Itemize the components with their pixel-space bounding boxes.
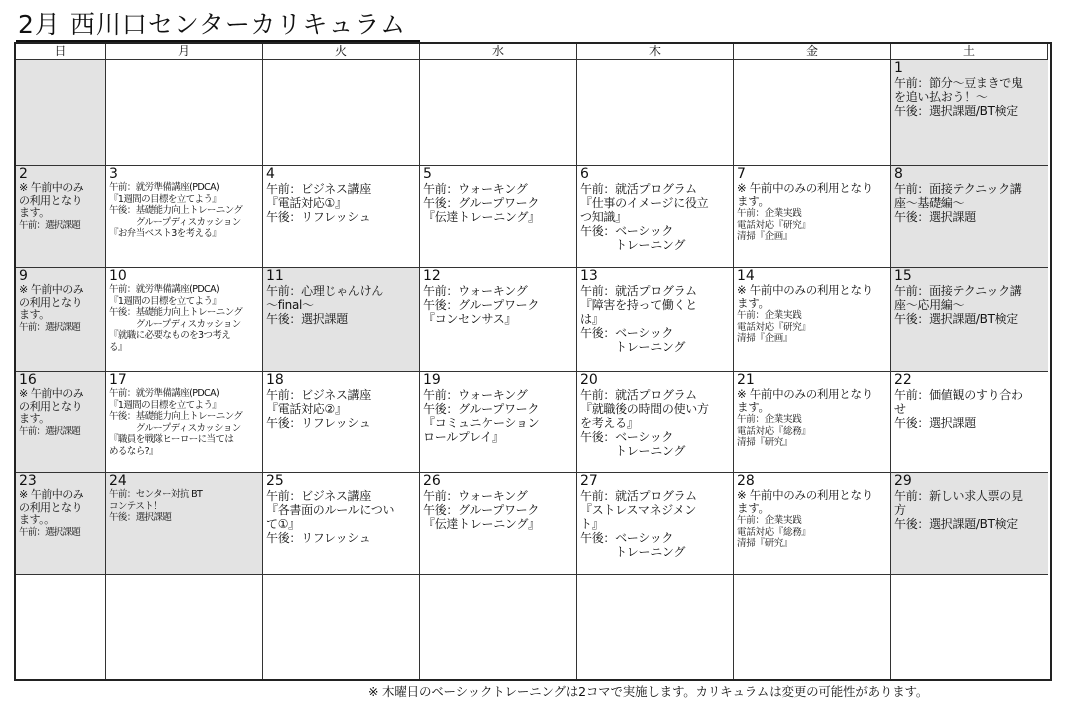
schedule-line: を考える』 (580, 416, 639, 430)
schedule-line: グループディスカッション (109, 216, 241, 228)
schedule-line: 午後：リフレッシュ (266, 531, 371, 545)
schedule-line: 清掃『企画』 (737, 333, 793, 344)
calendar-day-cell (420, 268, 577, 372)
calendar-day-cell (16, 60, 106, 166)
schedule-line: トレーニング (580, 238, 686, 252)
day-number: 24 (109, 473, 127, 489)
schedule-line: 午前：選択課題 (19, 425, 80, 437)
footnote: ※ 木曜日のベーシックトレーニングは2コマで実施します。カリキュラムは変更の可能性があります。 (368, 684, 929, 699)
schedule-line: 午前：節分～豆まきで鬼 (894, 76, 1023, 90)
schedule-line: トレーニング (580, 340, 686, 354)
day-number: 7 (737, 166, 746, 182)
calendar-day-cell (16, 575, 106, 679)
schedule-line: 午前：企業実践 (737, 515, 802, 526)
schedule-line: トレーニング (580, 545, 686, 559)
calendar-day-cell (577, 473, 734, 575)
day-number (109, 61, 259, 76)
schedule-line: 午後：選択課題 (894, 210, 976, 224)
schedule-line: 『コミュニケーション (423, 416, 540, 430)
schedule-line: 午後：グループワーク (423, 402, 540, 416)
schedule-line: ます。 (19, 308, 50, 321)
schedule-line: つ知識』 (580, 210, 627, 224)
schedule-line: 午後：グループワーク (423, 503, 540, 517)
schedule-line: 『職員を戦隊ヒーローに当ては (109, 434, 234, 445)
schedule-line: ※ 午前中のみ (19, 488, 84, 501)
schedule-line: ます。 (19, 412, 50, 425)
day-number (109, 576, 259, 591)
schedule-line: 『電話対応①』 (266, 196, 347, 210)
day-number: 6 (580, 166, 589, 182)
schedule-line: 午後：ベーシック (580, 326, 674, 340)
schedule-line: めるなら?』 (109, 445, 158, 457)
day-number: 18 (266, 372, 284, 388)
day-number: 5 (423, 166, 432, 182)
schedule-line: グループディスカッション (109, 318, 241, 330)
schedule-line: 午前：新しい求人票の見 (894, 489, 1023, 503)
schedule-line: 午前：面接テクニック講 (894, 284, 1022, 298)
calendar-day-cell (891, 166, 1048, 268)
schedule-line: 方 (894, 503, 906, 517)
day-number: 25 (266, 473, 284, 489)
day-number: 10 (109, 268, 127, 284)
day-number (19, 576, 102, 591)
schedule-line: ます。。 (19, 513, 55, 526)
day-number (19, 61, 102, 76)
page-title: 2月 西川口センターカリキュラム (18, 10, 407, 39)
schedule-line: ※ 午前中のみ (19, 283, 84, 296)
calendar-day-cell (420, 166, 577, 268)
schedule-line: 午後：選択課題 (109, 512, 172, 523)
schedule-line: 午前：就労準備講座(PDCA) (109, 388, 220, 399)
calendar-day-cell (420, 473, 577, 575)
schedule-line: 『コンセンサス』 (423, 312, 517, 326)
schedule-line: 午後：選択課題 (266, 312, 348, 326)
schedule-line: 清掃『研究』 (737, 538, 793, 549)
schedule-line: 午前：面接テクニック講 (894, 182, 1022, 196)
calendar-day-cell (263, 575, 420, 679)
schedule-line: 午前：ウォーキング (423, 284, 528, 298)
schedule-line: 午前：就活プログラム (580, 489, 697, 503)
schedule-line: 午後：リフレッシュ (266, 416, 371, 430)
schedule-line: 『伝達トレーニング』 (423, 517, 540, 531)
schedule-line: 午前：センター対抗 BT (109, 489, 203, 500)
schedule-line: トレーニング (580, 444, 686, 458)
schedule-line: 午前：ウォーキング (423, 182, 528, 196)
schedule-line: 清掃『企画』 (737, 231, 793, 242)
schedule-line: ※ 午前中のみの利用となり (737, 181, 873, 195)
schedule-line: 『ストレスマネジメン (580, 503, 697, 517)
calendar-day-cell (420, 372, 577, 473)
day-number: 11 (266, 268, 284, 284)
calendar-day-cell (106, 372, 263, 473)
calendar-day-cell (734, 473, 891, 575)
schedule-line: 『仕事のイメージに役立 (580, 196, 709, 210)
calendar-day-cell (577, 575, 734, 679)
day-number: 19 (423, 372, 441, 388)
schedule-line: ます。 (737, 400, 770, 414)
calendar-day-cell (734, 372, 891, 473)
calendar-day-cell (106, 60, 263, 166)
schedule-line: 午前：心理じゃんけん (266, 284, 384, 298)
day-number: 27 (580, 473, 598, 489)
day-number (737, 576, 887, 591)
schedule-line: 午前：企業実践 (737, 414, 802, 425)
weekday-header-wed: 水 (420, 44, 577, 60)
schedule-line: 『就職後の時間の使い方 (580, 402, 709, 416)
day-number: 8 (894, 166, 903, 182)
calendar-day-cell (106, 575, 263, 679)
calendar-day-cell (263, 268, 420, 372)
day-number: 4 (266, 166, 275, 182)
day-number (266, 576, 416, 591)
day-number: 13 (580, 268, 598, 284)
schedule-line: を追い払おう！～ (894, 90, 988, 104)
schedule-line: 午前：ビジネス講座 (266, 182, 371, 196)
schedule-line: 『お弁当ベスト3を考える』 (109, 228, 222, 239)
schedule-line: 午後：基礎能力向上トレーニング (109, 411, 243, 422)
schedule-line: 午前：就活プログラム (580, 284, 697, 298)
schedule-line: 午後：選択課題/BT検定 (894, 312, 1019, 326)
calendar-day-cell (891, 473, 1048, 575)
schedule-line: 午前：選択課題 (19, 321, 80, 333)
schedule-line: 午前：企業実践 (737, 208, 802, 219)
calendar-day-cell (734, 60, 891, 166)
calendar-day-cell (420, 60, 577, 166)
schedule-line: 午前：就労準備講座(PDCA) (109, 284, 220, 295)
calendar-day-cell (16, 473, 106, 575)
day-number: 1 (894, 60, 903, 76)
day-number: 14 (737, 268, 755, 284)
day-number: 17 (109, 372, 127, 388)
schedule-line: 電話対応『研究』 (737, 219, 811, 231)
schedule-line: 午前：企業実践 (737, 310, 802, 321)
calendar-day-cell (734, 575, 891, 679)
schedule-line: ※ 午前中のみ (19, 181, 84, 194)
day-number (580, 61, 730, 76)
schedule-line: 『1週間の目標を立てよう』 (109, 399, 222, 411)
calendar-day-cell (16, 268, 106, 372)
schedule-line: ※ 午前中のみの利用となり (737, 387, 873, 401)
calendar-day-cell (106, 473, 263, 575)
day-number: 23 (19, 473, 37, 489)
schedule-line: ※ 午前中のみの利用となり (737, 488, 873, 502)
schedule-line: 午後：選択課題 (894, 416, 976, 430)
calendar-grid (14, 42, 1052, 681)
schedule-line: 午後：選択課題/BT検定 (894, 104, 1019, 118)
schedule-line: 座～基礎編～ (894, 196, 965, 210)
schedule-line: コンテスト！ (109, 500, 163, 512)
schedule-line: ～final～ (266, 298, 314, 312)
calendar-day-cell (891, 268, 1048, 372)
calendar-day-cell (891, 60, 1048, 166)
day-number: 15 (894, 268, 912, 284)
day-number (266, 61, 416, 76)
weekday-header-sat: 土 (891, 44, 1048, 60)
schedule-line: 『障害を持って働くと (580, 298, 698, 312)
schedule-line: 『各書面のルールについ (266, 503, 395, 517)
schedule-line: の利用となり (19, 193, 82, 207)
weekday-header-sun: 日 (16, 44, 106, 60)
schedule-line: 午後：リフレッシュ (266, 210, 371, 224)
day-number (580, 576, 730, 591)
calendar-day-cell (106, 166, 263, 268)
day-number (423, 576, 573, 591)
schedule-line: 清掃『研究』 (737, 437, 793, 448)
schedule-line: 『1週間の目標を立てよう』 (109, 295, 222, 307)
day-number (894, 576, 1045, 591)
calendar-day-cell (577, 166, 734, 268)
day-number: 3 (109, 166, 118, 182)
weekday-header-mon: 月 (106, 44, 263, 60)
schedule-line: て①』 (266, 517, 300, 531)
schedule-line: 座～応用編～ (894, 298, 965, 312)
calendar-day-cell (891, 575, 1048, 679)
calendar-day-cell (891, 372, 1048, 473)
calendar-day-cell (577, 372, 734, 473)
day-number: 2 (19, 166, 28, 182)
day-number: 26 (423, 473, 441, 489)
calendar-day-cell (577, 268, 734, 372)
day-number: 22 (894, 372, 912, 388)
schedule-line: 午前：選択課題 (19, 219, 80, 231)
schedule-line: 『就職に必要なものを3つ考え (109, 330, 231, 341)
schedule-line: 午前：ウォーキング (423, 388, 528, 402)
schedule-line: 電話対応『研究』 (737, 321, 811, 333)
schedule-line: の利用となり (19, 399, 82, 413)
schedule-line: 『1週間の目標を立てよう』 (109, 193, 222, 205)
schedule-line: の利用となり (19, 295, 82, 309)
schedule-line: グループディスカッション (109, 422, 241, 434)
calendar-day-cell (577, 60, 734, 166)
schedule-line: 『伝達トレーニング』 (423, 210, 540, 224)
calendar-day-cell (263, 60, 420, 166)
schedule-line: 『電話対応②』 (266, 402, 347, 416)
schedule-line: 電話対応『総務』 (737, 526, 811, 538)
schedule-line: 午後：ベーシック (580, 531, 674, 545)
schedule-line: 午後：グループワーク (423, 298, 540, 312)
schedule-line: ト』 (580, 517, 604, 531)
schedule-line: ます。 (19, 206, 50, 219)
schedule-line: 午前：価値観のすり合わ (894, 388, 1023, 402)
weekday-header-thu: 木 (577, 44, 734, 60)
schedule-line: は』 (580, 312, 604, 326)
calendar-day-cell (420, 575, 577, 679)
schedule-line: 午後：基礎能力向上トレーニング (109, 205, 243, 216)
calendar-day-cell (734, 166, 891, 268)
weekday-header-fri: 金 (734, 44, 891, 60)
schedule-line: ます。 (737, 501, 770, 515)
schedule-line: る』 (109, 341, 127, 353)
day-number: 16 (19, 372, 37, 388)
schedule-line: の利用となり (19, 500, 82, 514)
day-number (737, 61, 887, 76)
schedule-line: 午後：ベーシック (580, 224, 674, 238)
calendar-day-cell (734, 268, 891, 372)
schedule-line: 午前：就労準備講座(PDCA) (109, 182, 220, 193)
schedule-line: 午前：ビジネス講座 (266, 489, 371, 503)
day-number: 21 (737, 372, 755, 388)
schedule-line: 電話対応『総務』 (737, 425, 811, 437)
day-number: 29 (894, 473, 912, 489)
calendar-day-cell (106, 268, 263, 372)
schedule-line: 午後：基礎能力向上トレーニング (109, 307, 243, 318)
weekday-header-tue: 火 (263, 44, 420, 60)
schedule-line: 午前：ウォーキング (423, 489, 528, 503)
schedule-line: 午前：就活プログラム (580, 388, 697, 402)
schedule-line: 午後：ベーシック (580, 430, 674, 444)
calendar-day-cell (263, 473, 420, 575)
schedule-line: 午前：就活プログラム (580, 182, 697, 196)
schedule-line: ロールプレイ』 (423, 430, 504, 444)
day-number: 12 (423, 268, 441, 284)
day-number (423, 61, 573, 76)
day-number: 28 (737, 473, 755, 489)
schedule-line: ※ 午前中のみの利用となり (737, 283, 873, 297)
schedule-line: 午前：ビジネス講座 (266, 388, 371, 402)
schedule-line: 午前：選択課題 (19, 526, 80, 538)
schedule-line: ます。 (737, 296, 770, 310)
calendar-day-cell (16, 166, 106, 268)
calendar-day-cell (263, 166, 420, 268)
calendar-day-cell (263, 372, 420, 473)
schedule-line: 午後：選択課題/BT検定 (894, 517, 1019, 531)
schedule-line: せ (894, 402, 906, 416)
schedule-line: ます。 (737, 194, 770, 208)
day-number: 9 (19, 268, 28, 284)
calendar-day-cell (16, 372, 106, 473)
schedule-line: 午後：グループワーク (423, 196, 540, 210)
schedule-line: ※ 午前中のみ (19, 387, 84, 400)
day-number: 20 (580, 372, 598, 388)
